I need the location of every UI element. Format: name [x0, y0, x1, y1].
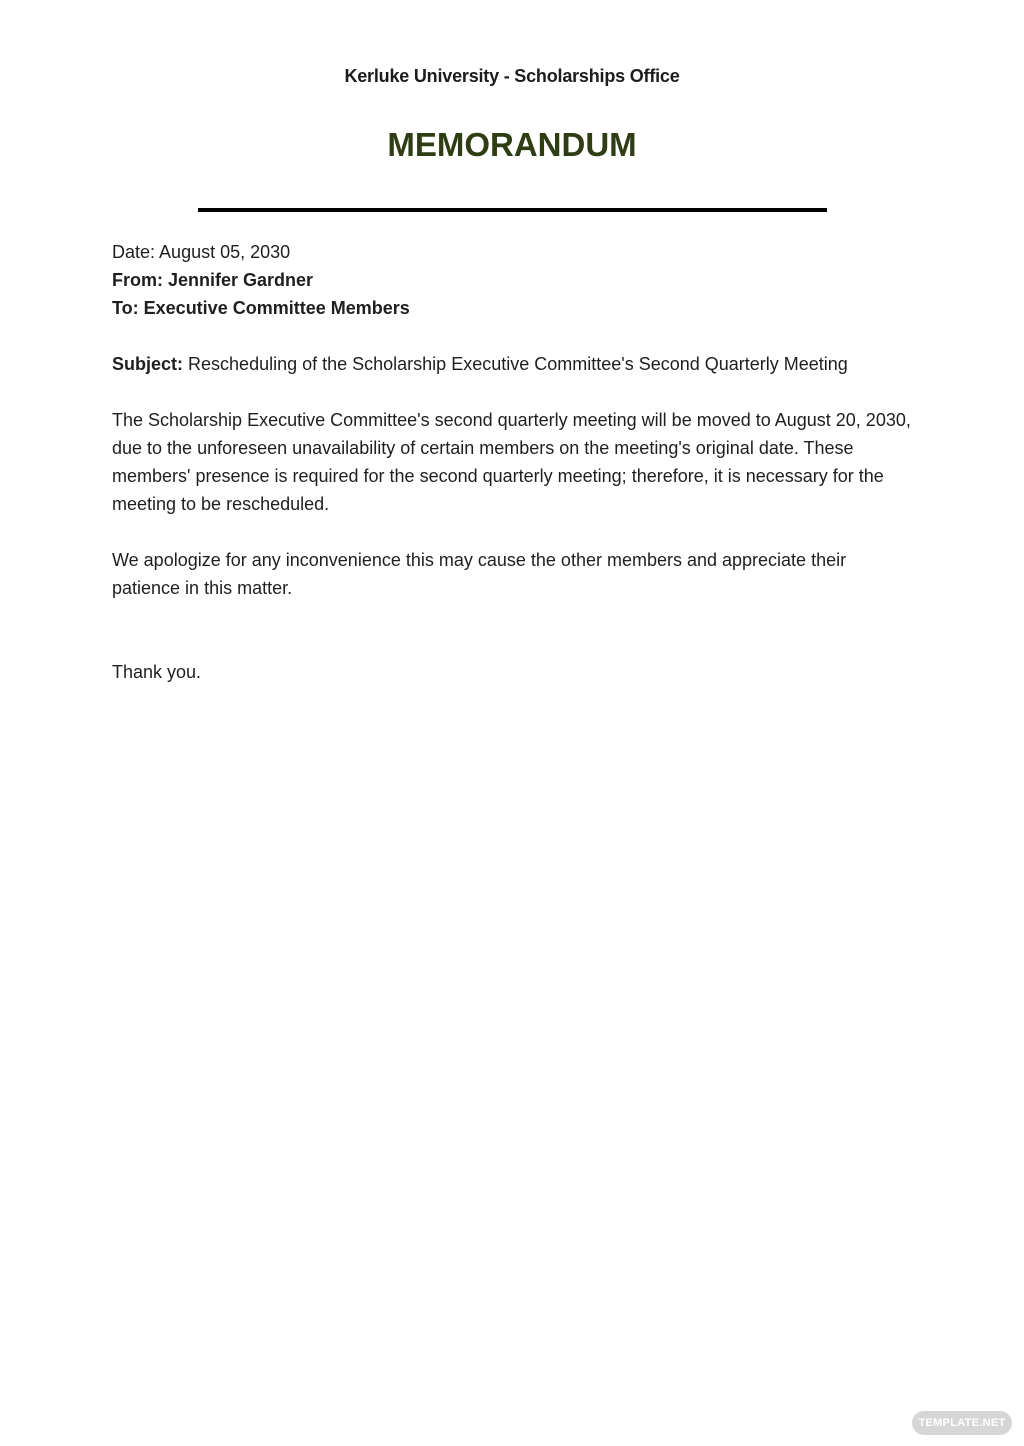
- memo-body: [112, 238, 912, 686]
- closing-text: Thank you.: [112, 662, 202, 682]
- body-paragraph: We apologize for any inconvenience this may cause the other members and appreciate their patience in this matter.: [112, 550, 847, 598]
- date-value: August 05, 2030: [159, 242, 291, 262]
- memo-title: MEMORANDUM: [387, 126, 637, 163]
- date-line: [112, 238, 912, 266]
- subject-value: Rescheduling of the Scholarship Executive Committee's Second Quarterly Meeting: [188, 354, 848, 374]
- to-line: To: Executive Committee Members: [112, 298, 410, 318]
- subject-label: Subject:: [112, 354, 184, 374]
- template-watermark-badge[interactable]: TEMPLATE.NET: [912, 1411, 1012, 1435]
- from-line: From: Jennifer Gardner: [112, 270, 314, 290]
- subject-line: [112, 350, 912, 378]
- body-paragraph: The Scholarship Executive Committee's second quarterly meeting will be moved to August 20, 2030, due to the unforeseen unavailability of certain members on the meeting's original date. These members' presence is required for the second quarterly meeting; therefore, it is necessary for the meeting to be rescheduled.: [112, 410, 911, 514]
- organization-name: Kerluke University - Scholarships Office: [344, 66, 680, 86]
- date-label: Date:: [112, 242, 156, 262]
- title-divider: [198, 208, 827, 212]
